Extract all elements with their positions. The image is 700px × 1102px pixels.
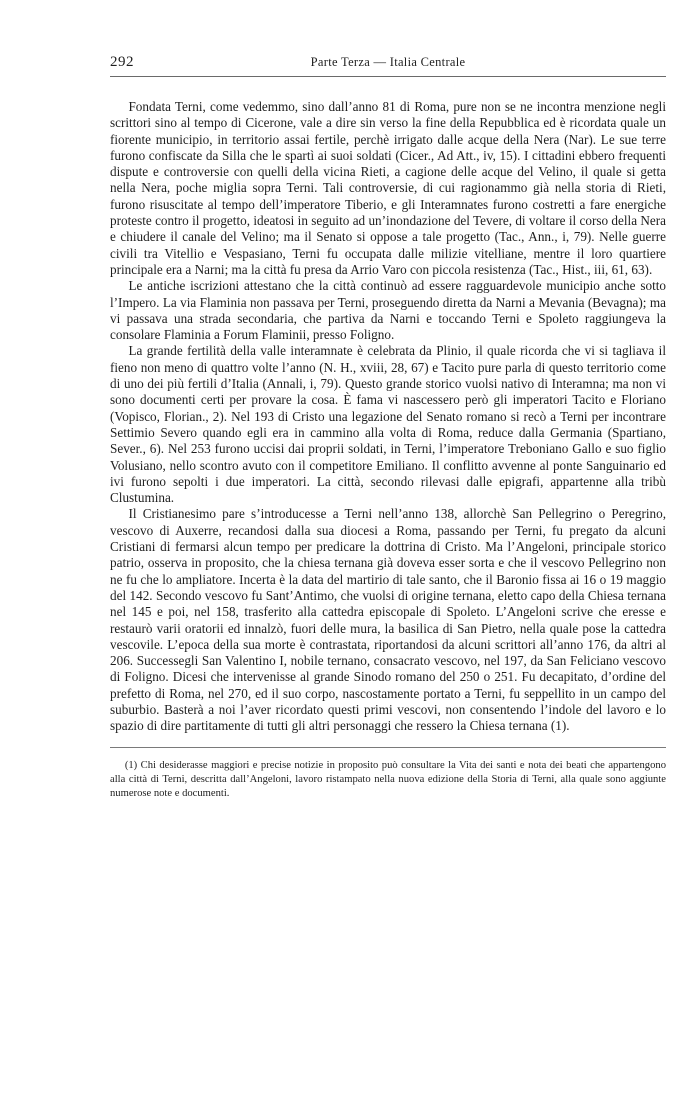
paragraph: Il Cristianesimo pare s’introducesse a Terni nell’anno 138, allorchè San Pellegrino o Peregrino, vescovo di Auxerre, recandosi dalla sua diocesi a Roma, passando per Terni, fu pregato da alcuni Cristiani di fermarsi alcun tempo per predicare la dottrina di Cristo. Ma l’Angeloni, principale storico patrio, osserva in proposito, che la chiesa ternana già doveva esser sorta e che il vescovo Pellegrino non ne fu che lo ampliatore. Incerta è la data del martirio di tale santo, che il Baronio fissa ai 16 o 19 maggio del 142. Secondo vescovo fu Sant’Antimo, che vuolsi di origine ternana, eletto capo della Chiesa ternana nel 145 e poi, nel 158, trasferito alla cattedra episcopale di Spoleto. L’Angeloni scrive che eresse e restaurò varii oratorii ed innalzò, fuori delle mura, la basilica di San Pietro, nella quale pose la cattedra vescovile. L’epoca della sua morte è contrastata, riportandosi da alcuni scrittori all’anno 176, da altri al 206. Successegli San Valentino I, nobile ternano, consacrato vescovo, nel 197, da San Feliciano vescovo di Foligno. Dicesi che intervenisse al grande Sinodo romano del 250 o 251. Fu decapitato, d’ordine del prefetto di Roma, nel 270, ed il suo corpo, nascostamente portato a Terni, fu seppellito in un campo del suburbio. Basterà a noi l’aver ricordato questi primi vescovi, non consentendo l’indole del lavoro e lo spazio di dire partitamente di tutti gli altri personaggi che ressero la Chiesa ternana (1). xyxy=(110,506,666,734)
body-text xyxy=(110,99,666,735)
footnote xyxy=(110,759,666,802)
paragraph: Le antiche iscrizioni attestano che la città continuò ad essere ragguardevole municipio anche sotto l’Impero. La via Flaminia non passava per Terni, proseguendo diretta da Narni a Mevania (Bevagna); ma vi passava una strada secondaria, che partiva da Narni e toccando Terni e Spoleto raggiungeva la consolare Flaminia a Forum Flaminii, presso Foligno. xyxy=(110,278,666,343)
paragraph: Fondata Terni, come vedemmo, sino dall’anno 81 di Roma, pure non se ne incontra menzione negli scrittori sino al tempo di Cicerone, vale a dire sin verso la fine della Repubblica ed è ricordata quale un fiorente municipio, in territorio assai fertile, perchè irrigato dalle acque della Nera (Nar). Le sue terre furono confiscate da Silla che le spartì ai suoi soldati (Cicer., Ad Att., iv, 15). I cittadini ebbero frequenti dispute e controversie con quelli della vicina Rieti, a cagione delle acque del Velino, il quale si getta nella Nera, poche miglia sopra Terni. Tali controversie, di cui ragionammo già nella storia di Rieti, furono risuscitate al tempo dell’imperatore Tiberio, e gli Interamnates furono costretti a fare energiche proteste contro il progetto, ideatosi in seguito ad un’inondazione del Tevere, di voltare il corso della Nera e chiudere il canale del Velino; ma il Senato si oppose a tale progetto (Tac., Ann., i, 79). Nelle guerre civili tra Vitellio e Vespasiano, Terni fu occupata dalle milizie vitelliane, mentre il loro quartiere principale era a Narni; ma la città fu presa da Arrio Varo con piccola resistenza (Tac., Hist., iii, 61, 63). xyxy=(110,99,666,277)
page-header xyxy=(110,52,666,77)
footnote-divider xyxy=(110,747,666,748)
paragraph: La grande fertilità della valle interamnate è celebrata da Plinio, il quale ricorda che vi si tagliava il fieno non meno di quattro volte l’anno (N. H., xviii, 28, 67) e Tacito pure parla di questo territorio come di uno dei più fertili d’Italia (Annali, i, 79). Questo grande storico vuolsi nativo di Interamna; ma non vi sono documenti certi per provare la cosa. È fama vi nascessero però gli imperatori Tacito e Floriano (Vopisco, Florian., 2). Nel 193 di Cristo una legazione del Senato romano si recò a Terni per incontrare Settimio Severo quando egli era in cammino alla volta di Roma, reduce dalla Germania (Spartiano, Sever., 6). Nel 253 furono uccisi dai proprii soldati, in Terni, l’imperatore Treboniano Gallo e suo figlio Volusiano, nello scontro avuto con il competitore Emiliano. Il conflitto avvenne al ponte Sanguinario ed ivi furono sepolti i due imperatori. La città, secondo rilevasi dalle epigrafi, appartenne alla tribù Clustumina. xyxy=(110,343,666,506)
book-page xyxy=(110,52,666,802)
running-title: Parte Terza — Italia Centrale xyxy=(310,55,466,69)
footnote-text: (1) Chi desiderasse maggiori e precise notizie in proposito può consultare la Vita dei santi e nota dei beati che appartengono alla città di Terni, descritta dall’Angeloni, lavoro ristampato nella nuova edizione della Storia di Terni, alla quale sono aggiunte numerose note e documenti. xyxy=(110,759,666,800)
page-number: 292 xyxy=(110,54,134,70)
